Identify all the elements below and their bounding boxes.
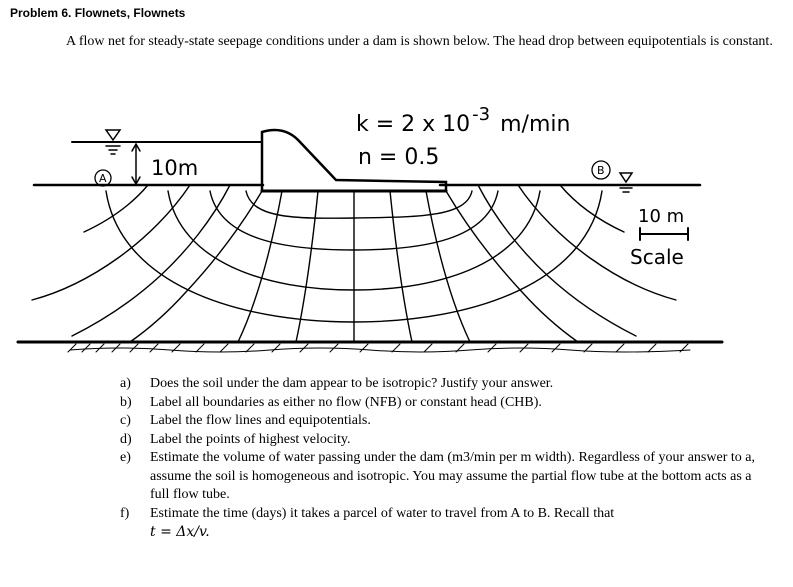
permeability-value: k = 2 x 10 <box>356 112 471 137</box>
equipotential-line <box>518 185 676 300</box>
question-label: d) <box>120 431 132 447</box>
question-item <box>120 394 760 413</box>
scale-bar <box>640 228 688 240</box>
equipotential-line <box>426 191 470 342</box>
question-item <box>120 449 760 505</box>
point-a-label: A <box>99 172 107 185</box>
porosity-label: n = 0.5 <box>358 145 440 170</box>
tailwater-symbol <box>620 173 632 192</box>
question-item <box>120 375 760 394</box>
equipotential-line <box>478 185 636 336</box>
permeability-units: m/min <box>500 112 571 137</box>
flownet-figure <box>0 88 740 368</box>
question-text: Estimate the volume of water passing under the dam (m3/min per m width). Regardless of your answer to a, assume the soil is homogeneous and isotropic. You may assume the partial flow tube at the bottom acts as a full flow tube. <box>150 450 755 502</box>
question-text: Does the soil under the dam appear to be isotropic? Justify your answer. <box>150 376 554 391</box>
intro-text: A flow net for steady-state seepage conditions under a dam is shown below. The head drop between equipotentials is constant. <box>66 34 773 49</box>
intro-paragraph <box>10 33 780 50</box>
depth-label: 10m <box>151 156 199 180</box>
question-text: Label the points of highest velocity. <box>150 431 351 447</box>
question-label: e) <box>120 450 131 465</box>
scale-label: Scale <box>630 245 684 269</box>
scale-length-label: 10 m <box>638 206 685 227</box>
equipotential-line <box>32 185 190 300</box>
equipotential-line <box>72 185 230 336</box>
travel-time-formula: t = Δx/v. <box>150 524 210 540</box>
question-text: Estimate the time (days) it takes a parcel of water to travel from A to B. Recall that <box>150 505 615 521</box>
question-label: f) <box>120 505 130 521</box>
question-item <box>120 505 760 543</box>
problem-title: Problem 6. Flownets, Flownets <box>10 6 186 20</box>
point-b-label: B <box>597 164 605 177</box>
question-label: b) <box>120 394 132 410</box>
question-item <box>120 431 760 450</box>
question-text: Label all boundaries as either no flow (NFB) or constant head (CHB). <box>150 394 542 410</box>
permeability-exponent: -3 <box>472 104 491 125</box>
permeability-label <box>356 104 570 137</box>
question-list <box>120 375 760 543</box>
question-text: Label the flow lines and equipotentials. <box>150 413 371 428</box>
question-label: c) <box>120 413 131 428</box>
question-label: a) <box>120 376 131 391</box>
question-item <box>120 412 760 431</box>
